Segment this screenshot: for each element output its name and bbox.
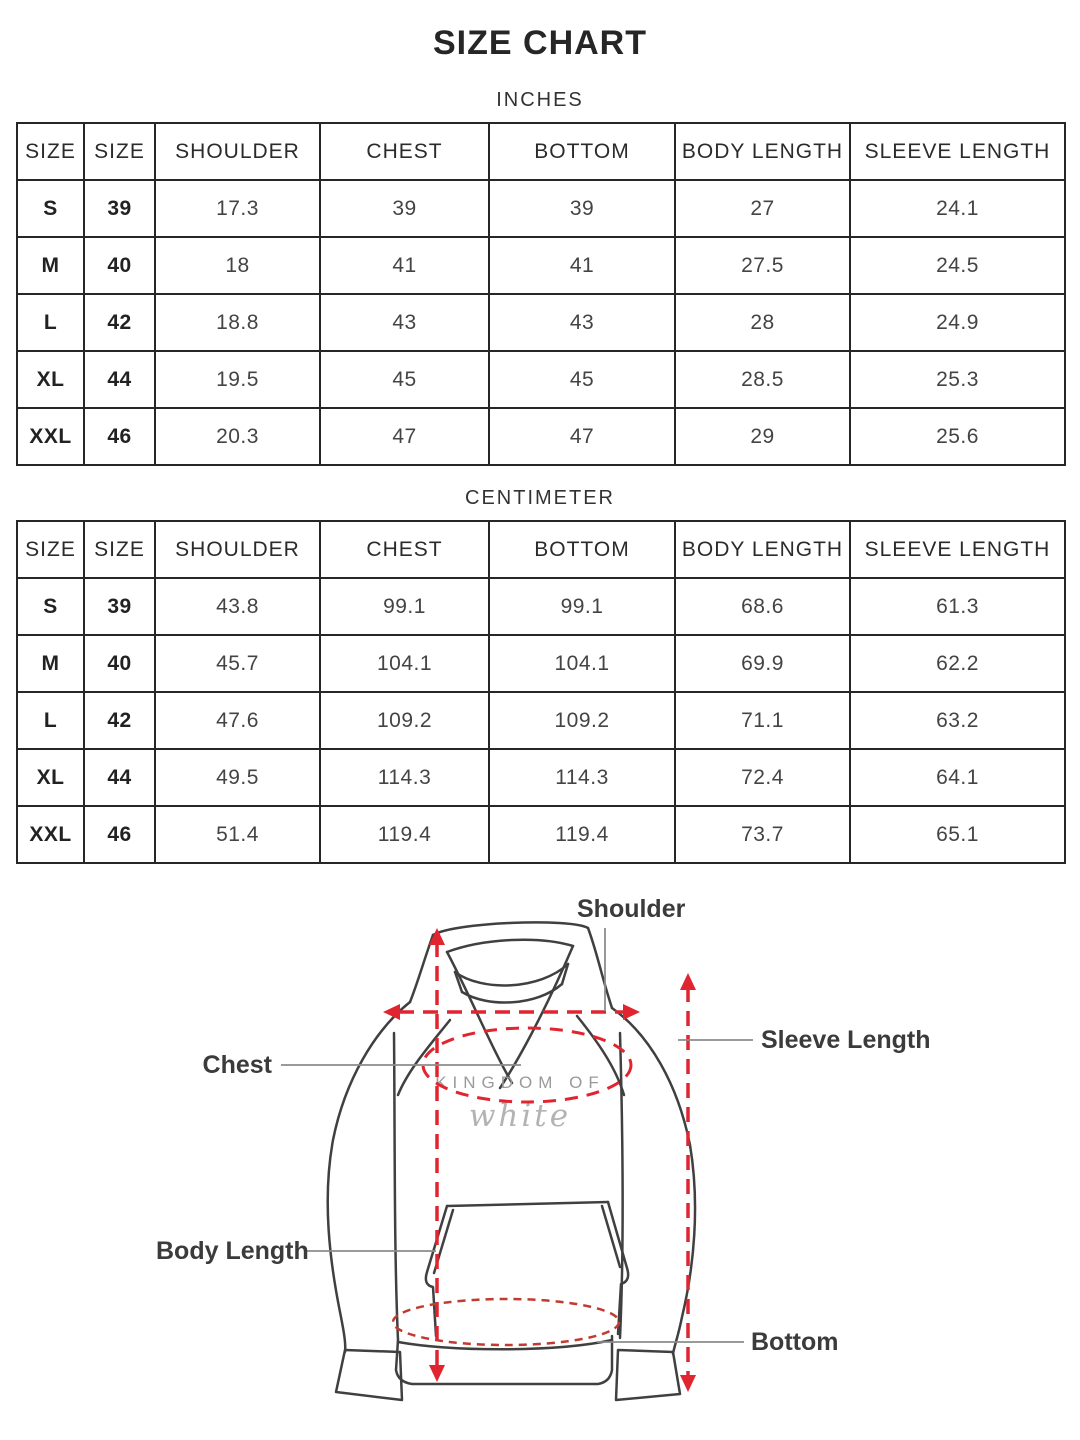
column-header: SHOULDER: [155, 123, 320, 180]
column-header: SIZE: [17, 521, 84, 578]
size-cell: XL: [17, 749, 84, 806]
table-cell: 49.5: [155, 749, 320, 806]
table-cell: 19.5: [155, 351, 320, 408]
table-cell: 42: [84, 692, 155, 749]
table-cell: 27: [675, 180, 850, 237]
column-header: SIZE: [84, 123, 155, 180]
table-cell: 69.9: [675, 635, 850, 692]
hoodie-measurement-diagram: [0, 880, 1080, 1440]
size-cell: S: [17, 180, 84, 237]
column-header: SLEEVE LENGTH: [850, 521, 1065, 578]
size-cell: S: [17, 578, 84, 635]
table-cell: 17.3: [155, 180, 320, 237]
size-cell: M: [17, 237, 84, 294]
page-title: SIZE CHART: [433, 24, 647, 62]
table-cell: 39: [489, 180, 675, 237]
column-header: CHEST: [320, 123, 489, 180]
arrowhead-down-icon: [429, 1365, 445, 1382]
table-cell: 43: [320, 294, 489, 351]
table-cell: 119.4: [489, 806, 675, 863]
table-cell: 46: [84, 806, 155, 863]
table-cell: 39: [84, 180, 155, 237]
column-header: SHOULDER: [155, 521, 320, 578]
table-cell: 47: [320, 408, 489, 465]
table-cell: 43.8: [155, 578, 320, 635]
table-cell: 104.1: [320, 635, 489, 692]
column-header: SLEEVE LENGTH: [850, 123, 1065, 180]
size-cell: XXL: [17, 408, 84, 465]
table-cell: 61.3: [850, 578, 1065, 635]
table-cell: 73.7: [675, 806, 850, 863]
table-cell: 45: [489, 351, 675, 408]
garment-print-line1: KINGDOM OF: [435, 1073, 605, 1092]
size-cell: XXL: [17, 806, 84, 863]
table-cell: 68.6: [675, 578, 850, 635]
table-cell: 99.1: [489, 578, 675, 635]
header-row: [17, 521, 1065, 578]
hoodie-outline: [328, 922, 695, 1400]
table-cell: 42: [84, 294, 155, 351]
size-cell: M: [17, 635, 84, 692]
table-cell: 45.7: [155, 635, 320, 692]
table-cell: 44: [84, 749, 155, 806]
table-cell: 109.2: [320, 692, 489, 749]
table-cell: 41: [320, 237, 489, 294]
table-cell: 64.1: [850, 749, 1065, 806]
bottom-measure-ellipse: [393, 1299, 619, 1345]
table-cell: 62.2: [850, 635, 1065, 692]
table-row: [17, 237, 1065, 294]
table-cell: 71.1: [675, 692, 850, 749]
label-body-length: Body Length: [156, 1237, 309, 1265]
table-cell: 20.3: [155, 408, 320, 465]
table-cell: 114.3: [489, 749, 675, 806]
label-shoulder: Shoulder: [577, 895, 686, 923]
table-cell: 25.3: [850, 351, 1065, 408]
hoodie-diagram-svg: [0, 880, 1080, 1440]
unit-label-centimeter: CENTIMETER: [465, 487, 615, 509]
table-cell: 40: [84, 635, 155, 692]
table-row: [17, 408, 1065, 465]
table-cell: 63.2: [850, 692, 1065, 749]
table-cell: 18: [155, 237, 320, 294]
table-cell: 99.1: [320, 578, 489, 635]
table-cell: 119.4: [320, 806, 489, 863]
table-cell: 25.6: [850, 408, 1065, 465]
table-row: [17, 692, 1065, 749]
arrowhead-up-icon: [680, 973, 696, 990]
table-cell: 104.1: [489, 635, 675, 692]
unit-label-inches: INCHES: [496, 89, 584, 111]
table-cell: 24.9: [850, 294, 1065, 351]
table-cell: 39: [320, 180, 489, 237]
table-cell: 29: [675, 408, 850, 465]
table-row: [17, 578, 1065, 635]
table-cell: 28.5: [675, 351, 850, 408]
size-cell: L: [17, 692, 84, 749]
table-cell: 109.2: [489, 692, 675, 749]
table-cell: 46: [84, 408, 155, 465]
table-cell: 18.8: [155, 294, 320, 351]
size-cell: XL: [17, 351, 84, 408]
table-cell: 44: [84, 351, 155, 408]
table-cell: 51.4: [155, 806, 320, 863]
arrowhead-right-icon: [623, 1004, 640, 1020]
label-bottom: Bottom: [751, 1328, 839, 1356]
table-cell: 114.3: [320, 749, 489, 806]
column-header: SIZE: [17, 123, 84, 180]
header-row: [17, 123, 1065, 180]
arrowhead-down-icon: [680, 1375, 696, 1392]
table-cell: 28: [675, 294, 850, 351]
table-cell: 65.1: [850, 806, 1065, 863]
size-table-centimeter: [16, 520, 1066, 864]
table-cell: 24.5: [850, 237, 1065, 294]
column-header: SIZE: [84, 521, 155, 578]
table-row: [17, 749, 1065, 806]
size-cell: L: [17, 294, 84, 351]
table-row: [17, 180, 1065, 237]
table-cell: 43: [489, 294, 675, 351]
table-row: [17, 806, 1065, 863]
label-sleeve-length: Sleeve Length: [761, 1026, 931, 1054]
table-row: [17, 294, 1065, 351]
table-cell: 39: [84, 578, 155, 635]
size-table-inches: [16, 122, 1066, 466]
table-cell: 45: [320, 351, 489, 408]
table-row: [17, 635, 1065, 692]
table-row: [17, 351, 1065, 408]
column-header: CHEST: [320, 521, 489, 578]
column-header: BOTTOM: [489, 123, 675, 180]
table-cell: 72.4: [675, 749, 850, 806]
label-chest: Chest: [202, 1051, 272, 1079]
column-header: BODY LENGTH: [675, 123, 850, 180]
table-cell: 47: [489, 408, 675, 465]
column-header: BODY LENGTH: [675, 521, 850, 578]
table-cell: 41: [489, 237, 675, 294]
table-cell: 24.1: [850, 180, 1065, 237]
column-header: BOTTOM: [489, 521, 675, 578]
table-cell: 47.6: [155, 692, 320, 749]
garment-print-line2: white: [468, 1098, 572, 1134]
table-cell: 27.5: [675, 237, 850, 294]
label-connector-lines: [281, 928, 753, 1342]
table-cell: 40: [84, 237, 155, 294]
